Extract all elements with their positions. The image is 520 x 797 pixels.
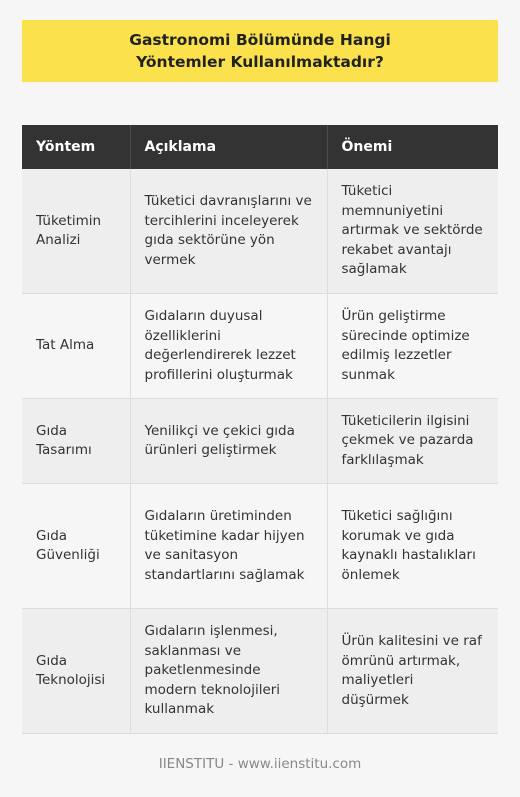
page-title: Gastronomi Bölümünde Hangi Yöntemler Kullanılmaktadır?	[129, 31, 391, 71]
method-cell: Gıda Güvenliği	[22, 484, 130, 609]
method-cell: Tat Alma	[22, 294, 130, 399]
importance-cell: Ürün geliştirme sürecinde optimize edilmiş lezzetler sunmak	[327, 294, 498, 399]
method-cell: Gıda Tasarımı	[22, 399, 130, 484]
table-row	[22, 294, 498, 399]
description-cell: Gıdaların üretiminden tüketimine kadar hijyen ve sanitasyon standartlarını sağlamak	[130, 484, 327, 609]
description-cell: Yenilikçi ve çekici gıda ürünleri geliştirmek	[130, 399, 327, 484]
importance-cell: Tüketici sağlığını korumak ve gıda kaynaklı hastalıkları önlemek	[327, 484, 498, 609]
description-cell: Gıdaların duyusal özelliklerini değerlendirerek lezzet profillerini oluşturmak	[130, 294, 327, 399]
table-row	[22, 399, 498, 484]
importance-cell: Tüketicilerin ilgisini çekmek ve pazarda farklılaşmak	[327, 399, 498, 484]
methods-table	[22, 125, 498, 734]
importance-cell: Tüketici memnuniyetini artırmak ve sektörde rekabet avantajı sağlamak	[327, 169, 498, 294]
table-row	[22, 609, 498, 734]
description-cell: Gıdaların işlenmesi, saklanması ve paketlenmesinde modern teknolojileri kullanmak	[130, 609, 327, 734]
description-cell: Tüketici davranışlarını ve tercihlerini inceleyerek gıda sektörüne yön vermek	[130, 169, 327, 294]
title-banner	[22, 20, 498, 82]
footer-credit: IIENSTITU - www.iienstitu.com	[158, 756, 362, 772]
column-header-importance: Önemi	[327, 125, 498, 169]
table-header-row	[22, 125, 498, 169]
table-row	[22, 169, 498, 294]
importance-cell: Ürün kalitesini ve raf ömrünü artırmak, maliyetleri düşürmek	[327, 609, 498, 734]
method-cell: Tüketimin Analizi	[22, 169, 130, 294]
table-row	[22, 484, 498, 609]
column-header-method: Yöntem	[22, 125, 130, 169]
method-cell: Gıda Teknolojisi	[22, 609, 130, 734]
column-header-description: Açıklama	[130, 125, 327, 169]
